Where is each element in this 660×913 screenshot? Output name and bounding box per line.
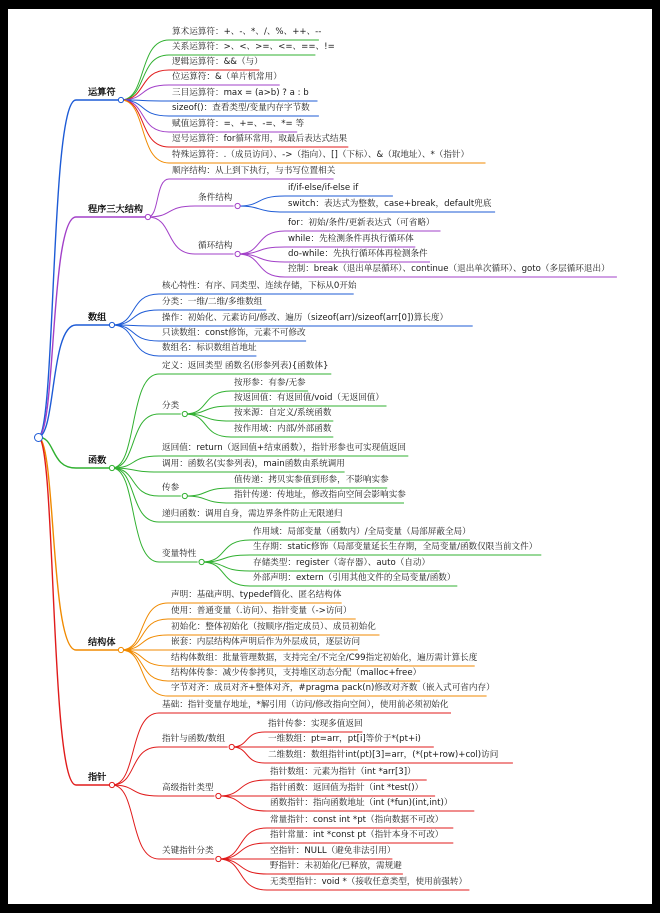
collapse-toggle-jiegouti[interactable]: [118, 647, 123, 652]
topic-jiegouti[interactable]: 结构体: [88, 637, 116, 648]
subtopic-zz4a[interactable]: 常量指针：const int *pt（指向数据不可改）: [270, 815, 444, 825]
collapse-toggle-hs7[interactable]: [199, 559, 204, 564]
subtopic-jg2[interactable]: 使用：普通变量（.访问）、指针变量（->访问）: [171, 606, 352, 616]
subtopic-cx1[interactable]: 顺序结构：从上到下执行，与书写位置相关: [172, 166, 336, 176]
subtopic-hs7d[interactable]: 外部声明：extern（引用其他文件的全局变量/函数）: [253, 573, 456, 583]
subtopic-jg6[interactable]: 结构体传参：减少传参拷贝，支持堆区动态分配（malloc+free）: [171, 668, 422, 678]
collapse-toggle-chengxu[interactable]: [145, 214, 150, 219]
link-cx2: [148, 206, 234, 217]
subtopic-jg7[interactable]: 字节对齐：成员对齐+整体对齐，#pragma pack(n)修改对齐数（嵌入式可省内存）: [171, 683, 495, 693]
collapse-toggle-hs2[interactable]: [182, 411, 187, 416]
subtopic-zz2c[interactable]: 二维数组：数组指针int(pt)[3]=arr，(*(pt+row)+col)访问: [268, 750, 499, 760]
subtopic-hs5b[interactable]: 指针传递：传地址，修改指向空间会影响实参: [234, 490, 406, 500]
subtopic-hs5[interactable]: 传参: [162, 483, 180, 493]
subtopic-zz4b[interactable]: 指针常量：int *const pt（指针本身不可改）: [270, 830, 444, 840]
topic-hanshu[interactable]: 函数: [88, 455, 107, 466]
subtopic-ys8[interactable]: 逗号运算符：for循环常用，取最后表达式结果: [172, 134, 348, 144]
link-ys5: [121, 100, 318, 101]
subtopic-zz2b[interactable]: 一维数组：pt=arr，pt[i]等价于*(pt+i): [268, 734, 421, 744]
collapse-toggle-zhizhen[interactable]: [109, 782, 114, 787]
subtopic-hs2a[interactable]: 按形参：有参/无参: [234, 378, 306, 388]
subtopic-ys2[interactable]: 关系运算符：>、<、>=、<=、==、!=: [172, 42, 335, 52]
subtopic-cx3[interactable]: 循环结构: [198, 241, 233, 251]
subtopic-jg3[interactable]: 初始化：整体初始化（按顺序/指定成员）、成员初始化: [171, 622, 376, 632]
subtopic-zz4d[interactable]: 野指针：未初始化/已释放，需规避: [270, 861, 402, 871]
subtopic-hs7c[interactable]: 存储类型：register（寄存器）、auto（自动）: [253, 558, 431, 568]
subtopic-cx2b[interactable]: switch：表达式为整数，case+break，default兜底: [288, 199, 492, 209]
subtopic-hs7a[interactable]: 作用域：局部变量（函数内）/全局变量（局部屏蔽全局）: [253, 527, 471, 537]
subtopic-cx2[interactable]: 条件结构: [198, 193, 233, 203]
subtopic-zz3b[interactable]: 指针函数：返回值为指针（int *test()）: [270, 783, 424, 793]
subtopic-zz3[interactable]: 高级指针类型: [162, 783, 214, 793]
subtopic-sz3[interactable]: 操作：初始化、元素访问/修改、遍历（sizeof(arr)/sizeof(arr[0])算长度）: [162, 313, 449, 323]
subtopic-jg1[interactable]: 声明：基础声明、typedef简化、匿名结构体: [171, 590, 342, 600]
root-node-dot: [34, 433, 43, 442]
subtopic-hs7[interactable]: 变量特性: [162, 549, 197, 559]
collapse-toggle-yunsuanfu[interactable]: [118, 97, 123, 102]
collapse-toggle-cx3[interactable]: [235, 251, 240, 256]
topic-zhizhen[interactable]: 指针: [88, 772, 107, 783]
link-sz3: [112, 325, 473, 326]
subtopic-jg5[interactable]: 结构体数组：批量管理数据，支持完全/不完全/C99指定初始化，遍历需计算长度: [171, 653, 478, 663]
subtopic-cx2a[interactable]: if/if-else/if-else if: [288, 183, 359, 193]
subtopic-zz4c[interactable]: 空指针：NULL（避免非法引用）: [270, 846, 396, 856]
subtopic-cx3c[interactable]: do-while：先执行循环体再检测条件: [288, 249, 428, 259]
subtopic-zz2[interactable]: 指针与函数/数组: [162, 734, 226, 744]
subtopic-zz2a[interactable]: 指针传参：实现多值返回: [268, 719, 363, 729]
subtopic-hs1[interactable]: 定义：返回类型 函数名(形参列表){函数体}: [162, 361, 329, 371]
collapse-toggle-shuzu[interactable]: [109, 322, 114, 327]
subtopic-ys1[interactable]: 算术运算符：+、-、*、/、%、++、--: [172, 27, 322, 37]
subtopic-hs2d[interactable]: 按作用域：内部/外部函数: [234, 424, 332, 434]
subtopic-zz1[interactable]: 基础：指针变量存地址，*解引用（访问/修改指向空间），使用前必须初始化: [162, 700, 449, 710]
subtopic-cx3a[interactable]: for：初始/条件/更新表达式（可省略）: [288, 218, 435, 228]
subtopic-zz3c[interactable]: 函数指针：指向函数地址（int (*fun)(int,int)）: [270, 798, 453, 808]
link-root-jiegouti: [38, 437, 119, 650]
subtopic-sz4[interactable]: 只读数组：const修饰，元素不可修改: [162, 328, 306, 338]
subtopic-jg4[interactable]: 嵌套：内层结构体声明后作为外层成员，逐层访问: [171, 637, 361, 647]
subtopic-hs4[interactable]: 调用：函数名(实参列表)，main函数由系统调用: [162, 459, 345, 469]
link-root-chengxu: [38, 217, 146, 437]
topic-shuzu[interactable]: 数组: [88, 312, 107, 323]
subtopic-sz2[interactable]: 分类：一维/二维/多维数组: [162, 297, 263, 307]
subtopic-zz4e[interactable]: 无类型指针：void *（接收任意类型，使用前强转）: [270, 877, 468, 887]
subtopic-cx3b[interactable]: while：先检测条件再执行循环体: [288, 234, 414, 244]
subtopic-hs7b[interactable]: 生存期：static修饰（局部变量延长生存期，全局变量/函数仅限当前文件）: [253, 542, 538, 552]
collapse-toggle-zz4[interactable]: [216, 856, 221, 861]
subtopic-ys4[interactable]: 位运算符：&（单片机常用）: [172, 72, 282, 82]
link-root-zhizhen: [38, 437, 110, 785]
subtopic-hs3[interactable]: 返回值：return（返回值+结束函数），指针形参也可实现值返回: [162, 443, 407, 453]
subtopic-hs6[interactable]: 递归函数：调用自身，需边界条件防止无限递归: [162, 509, 343, 519]
subtopic-ys3[interactable]: 逻辑运算符：&&（与）: [172, 57, 263, 67]
subtopic-ys7[interactable]: 赋值运算符：=、+=、-=、*= 等: [172, 119, 305, 129]
subtopic-hs2[interactable]: 分类: [162, 401, 180, 411]
topic-yunsuanfu[interactable]: 运算符: [88, 87, 116, 98]
subtopic-zz4[interactable]: 关键指针分类: [162, 846, 214, 856]
subtopic-hs2c[interactable]: 按来源：自定义/系统函数: [234, 408, 332, 418]
subtopic-sz5[interactable]: 数组名：标识数组首地址: [162, 343, 257, 353]
topic-chengxu[interactable]: 程序三大结构: [88, 204, 144, 215]
subtopic-ys6[interactable]: sizeof()：查看类型/变量内存字节数: [172, 103, 310, 113]
collapse-toggle-cx2[interactable]: [235, 203, 240, 208]
subtopic-zz3a[interactable]: 指针数组：元素为指针（int *arr[3]）: [270, 767, 416, 777]
subtopic-sz1[interactable]: 核心特性：有序、同类型、连续存储，下标从0开始: [162, 281, 357, 291]
subtopic-ys5[interactable]: 三目运算符：max = (a>b) ? a : b: [172, 88, 309, 98]
collapse-toggle-hanshu[interactable]: [109, 465, 114, 470]
collapse-toggle-hs5[interactable]: [182, 493, 187, 498]
subtopic-hs2b[interactable]: 按返回值：有返回值/void（无返回值）: [234, 393, 384, 403]
collapse-toggle-zz3[interactable]: [216, 793, 221, 798]
subtopic-hs5a[interactable]: 值传递：拷贝实参值到形参，不影响实参: [234, 475, 389, 485]
subtopic-cx3d[interactable]: 控制：break（退出单层循环）、continue（退出单次循环）、goto（多层循环退出）: [288, 264, 610, 274]
collapse-toggle-zz2[interactable]: [229, 744, 234, 749]
subtopic-ys9[interactable]: 特殊运算符：.（成员访问）、->（指向）、[]（下标）、&（取地址）、*（指针）: [172, 150, 470, 160]
